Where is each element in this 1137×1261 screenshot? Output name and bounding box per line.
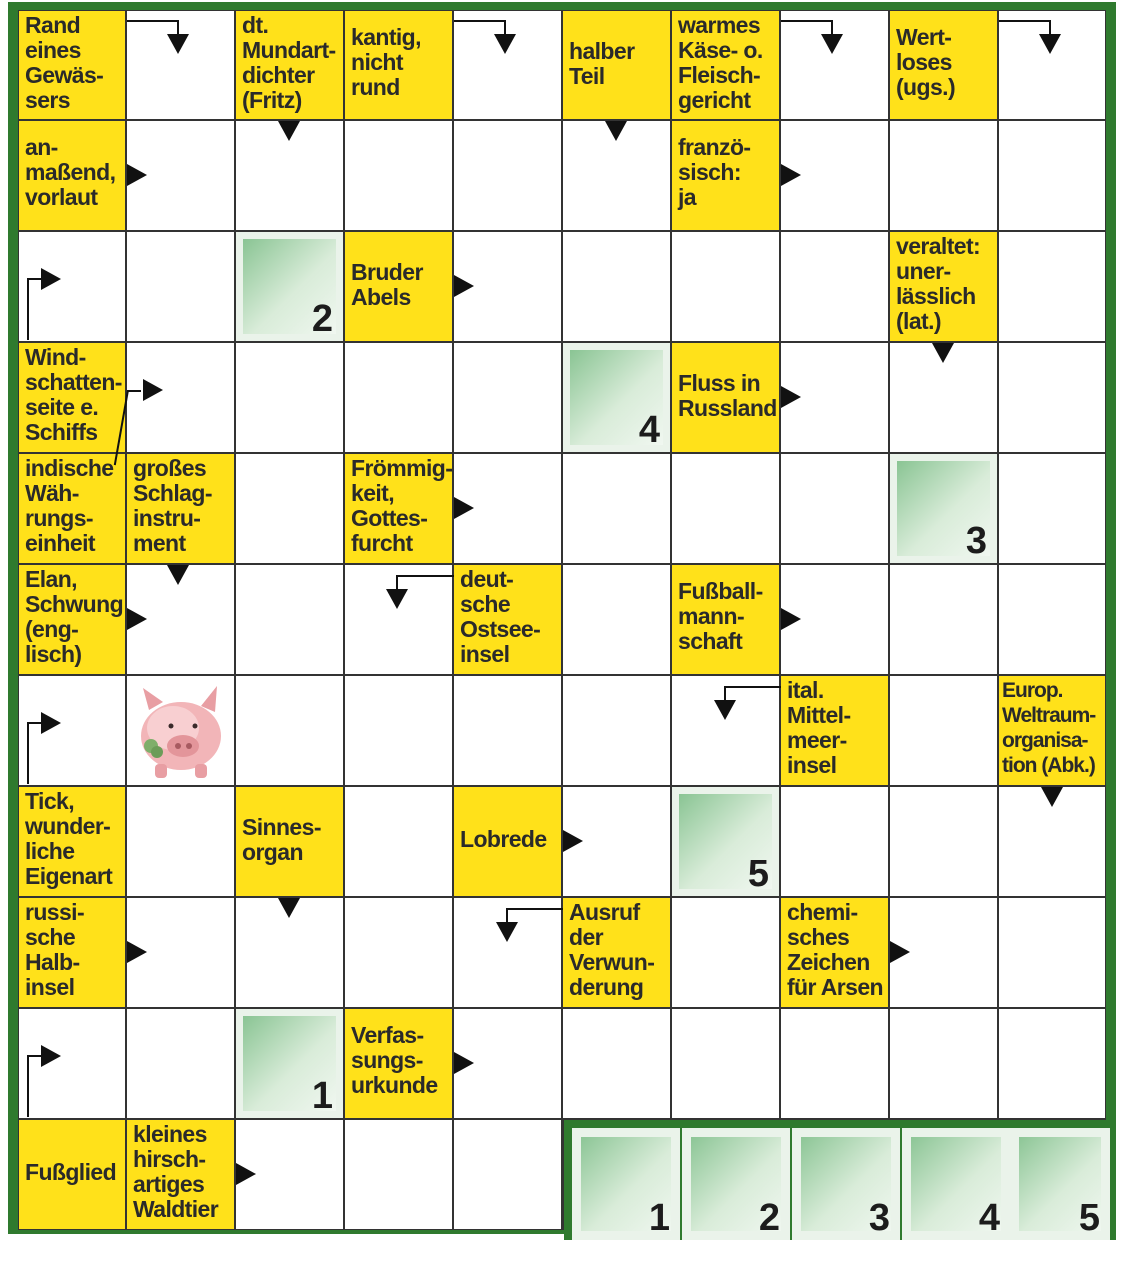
- answer-cell[interactable]: [127, 11, 234, 119]
- answer-cell[interactable]: [454, 343, 561, 452]
- arrow-right-icon: [127, 164, 147, 186]
- clue-text: indische Wäh- rungs- einheit: [25, 455, 114, 556]
- answer-cell[interactable]: [781, 11, 888, 119]
- arrow-down-icon: [714, 700, 736, 720]
- answer-cell[interactable]: [127, 787, 234, 896]
- answer-cell[interactable]: [345, 1120, 452, 1229]
- clue-text: Fußglied: [25, 1159, 117, 1185]
- answer-cell[interactable]: [563, 676, 670, 785]
- solution-box-number: 3: [868, 1197, 890, 1239]
- answer-cell[interactable]: [345, 565, 452, 674]
- arrow-line: [504, 20, 506, 34]
- answer-cell[interactable]: [454, 1120, 561, 1229]
- solution-box-number: 2: [758, 1197, 780, 1239]
- clue-rand-eines-gewaessers: [19, 11, 125, 119]
- answer-cell[interactable]: [999, 232, 1105, 341]
- arrow-line: [127, 390, 141, 392]
- answer-cell[interactable]: [236, 565, 343, 674]
- arrow-line: [27, 278, 29, 340]
- arrow-line: [724, 686, 781, 688]
- answer-cell[interactable]: [236, 343, 343, 452]
- answer-cell[interactable]: [781, 454, 888, 563]
- clue-text: Ausruf der Verwun- derung: [569, 899, 655, 1000]
- arrow-down-icon: [605, 121, 627, 141]
- clue-deutsche-ostseeinsel: [454, 565, 561, 674]
- answer-cell[interactable]: [236, 454, 343, 563]
- clue-windschattenseite: [19, 343, 125, 452]
- answer-cell[interactable]: [999, 121, 1105, 230]
- solution-cell-4[interactable]: [563, 343, 670, 452]
- clue-text: dt. Mundart- dichter (Fritz): [242, 12, 336, 113]
- clue-lobrede: [454, 787, 561, 896]
- answer-cell[interactable]: [345, 121, 452, 230]
- clue-sinnesorgan: [236, 787, 343, 896]
- clue-text: Bruder Abels: [351, 259, 423, 310]
- solution-box-2[interactable]: [682, 1128, 790, 1240]
- answer-cell[interactable]: [19, 1009, 125, 1118]
- clue-text: warmes Käse- o. Fleisch- gericht: [678, 12, 763, 113]
- clue-fluss-russland: [672, 343, 779, 452]
- answer-cell[interactable]: [890, 787, 997, 896]
- answer-cell[interactable]: [563, 232, 670, 341]
- answer-cell[interactable]: [563, 1009, 670, 1118]
- arrow-right-icon: [890, 941, 910, 963]
- arrow-down-icon: [496, 922, 518, 942]
- clue-ital-mittelmeerinsel: [781, 676, 888, 785]
- answer-cell[interactable]: [999, 898, 1105, 1007]
- arrow-line: [724, 686, 726, 700]
- answer-cell[interactable]: [999, 565, 1105, 674]
- clue-chemisches-zeichen: [781, 898, 888, 1007]
- answer-cell[interactable]: [672, 898, 779, 1007]
- clue-text: veraltet: uner- lässlich (lat.): [896, 233, 981, 334]
- arrow-down-icon: [278, 121, 300, 141]
- arrow-line: [396, 575, 398, 589]
- clue-kantig: [345, 11, 452, 119]
- clue-warmes-gericht: [672, 11, 779, 119]
- clue-text: Wind- schatten- seite e. Schiffs: [25, 344, 122, 445]
- clue-fussglied: [19, 1120, 125, 1229]
- solution-cell-5[interactable]: [672, 787, 779, 896]
- answer-cell[interactable]: [890, 565, 997, 674]
- clue-veraltet: [890, 232, 997, 341]
- clue-indische-waehrung: [19, 454, 125, 563]
- clue-text: ital. Mittel- meer- insel: [787, 677, 851, 778]
- arrow-line: [27, 278, 41, 280]
- clue-ausruf: [563, 898, 670, 1007]
- clue-text: Fußball- mann- schaft: [678, 578, 763, 654]
- answer-cell[interactable]: [672, 232, 779, 341]
- arrow-down-icon: [386, 589, 408, 609]
- clue-text: russi- sche Halb- insel: [25, 899, 85, 1000]
- solution-number: 2: [311, 298, 333, 340]
- answer-cell[interactable]: [345, 787, 452, 896]
- arrow-line: [506, 908, 508, 922]
- clue-franzoesisch-ja: [672, 121, 779, 230]
- arrow-line: [396, 575, 454, 577]
- arrow-right-icon: [127, 941, 147, 963]
- arrow-right-icon: [781, 386, 801, 408]
- solution-number: 5: [747, 853, 769, 895]
- clue-text: franzö- sisch: ja: [678, 134, 751, 210]
- arrow-down-icon: [821, 34, 843, 54]
- clue-dt-mundartdichter: [236, 11, 343, 119]
- clue-froemmigkeit: [345, 454, 452, 563]
- clue-text: kleines hirsch- artiges Waldtier: [133, 1121, 219, 1222]
- answer-cell[interactable]: [454, 121, 561, 230]
- arrow-line: [27, 1055, 29, 1117]
- arrow-right-icon: [41, 712, 61, 734]
- clue-tick: [19, 787, 125, 896]
- arrow-right-icon: [41, 268, 61, 290]
- arrow-down-icon: [167, 34, 189, 54]
- arrow-line: [781, 20, 833, 22]
- clue-text: chemi- sches Zeichen für Arsen: [787, 899, 883, 1000]
- arrow-right-icon: [454, 497, 474, 519]
- answer-cell[interactable]: [781, 232, 888, 341]
- solution-box-number: 5: [1078, 1197, 1100, 1239]
- clue-halber-teil: [563, 11, 670, 119]
- arrow-down-icon: [494, 34, 516, 54]
- clue-europ-weltraum: [999, 676, 1105, 785]
- arrow-line: [27, 722, 29, 784]
- answer-cell[interactable]: [999, 11, 1105, 119]
- solution-cell-1[interactable]: [236, 1009, 343, 1118]
- piggy-bank-icon: [133, 680, 229, 780]
- answer-cell[interactable]: [127, 232, 234, 341]
- solution-number: 1: [311, 1075, 333, 1117]
- clue-text: Sinnes- organ: [242, 814, 321, 865]
- solution-cell-3[interactable]: [890, 454, 997, 563]
- clue-text: deut- sche Ostsee- insel: [460, 566, 541, 667]
- clue-text: Wert- loses (ugs.): [896, 24, 955, 100]
- answer-cell[interactable]: [672, 1009, 779, 1118]
- solution-box-3[interactable]: [792, 1128, 900, 1240]
- clue-wertloses: [890, 11, 997, 119]
- clue-fussballmannschaft: [672, 565, 779, 674]
- answer-cell[interactable]: [236, 676, 343, 785]
- arrow-line: [454, 20, 506, 22]
- arrow-right-icon: [41, 1045, 61, 1067]
- clue-verfassungsurkunde: [345, 1009, 452, 1118]
- arrow-right-icon: [781, 164, 801, 186]
- arrow-right-icon: [143, 379, 163, 401]
- arrow-line: [1049, 20, 1051, 34]
- clue-bruder-abels: [345, 232, 452, 341]
- clue-elan-schwung: [19, 565, 125, 674]
- arrow-right-icon: [781, 608, 801, 630]
- arrow-right-icon: [236, 1163, 256, 1185]
- clue-russische-halbinsel: [19, 898, 125, 1007]
- answer-cell[interactable]: [890, 1009, 997, 1118]
- arrow-down-icon: [278, 898, 300, 918]
- answer-cell[interactable]: [345, 676, 452, 785]
- answer-cell[interactable]: [781, 1009, 888, 1118]
- arrow-down-icon: [932, 343, 954, 363]
- answer-cell[interactable]: [563, 454, 670, 563]
- answer-cell[interactable]: [890, 121, 997, 230]
- solution-cell-2[interactable]: [236, 232, 343, 341]
- clue-grosses-schlaginstrument: [127, 454, 234, 563]
- solution-box-1[interactable]: [572, 1128, 680, 1240]
- arrow-right-icon: [454, 1052, 474, 1074]
- crossword-puzzle: [8, 2, 1116, 1240]
- solution-number: 3: [965, 520, 987, 562]
- answer-cell[interactable]: [781, 787, 888, 896]
- answer-cell[interactable]: [345, 898, 452, 1007]
- solution-box-number: 1: [648, 1197, 670, 1239]
- arrow-line: [831, 20, 833, 34]
- answer-cell[interactable]: [127, 1009, 234, 1118]
- solution-box-5[interactable]: [1010, 1128, 1110, 1240]
- solution-box-number: 4: [978, 1197, 1000, 1239]
- solution-number: 4: [638, 409, 660, 451]
- clue-text: kantig, nicht rund: [351, 24, 421, 100]
- arrow-right-icon: [127, 608, 147, 630]
- clue-text: Verfas- sungs- urkunde: [351, 1022, 438, 1098]
- arrow-line: [127, 20, 179, 22]
- arrow-line: [506, 908, 563, 910]
- answer-cell[interactable]: [345, 343, 452, 452]
- clue-text: Lobrede: [460, 826, 547, 852]
- clue-text: Elan, Schwung (eng- lisch): [25, 566, 124, 667]
- clue-text: an- maßend, vorlaut: [25, 134, 116, 210]
- clue-text: Europ. Weltraum- organisa- tion (Abk.): [1002, 679, 1096, 777]
- answer-cell[interactable]: [890, 676, 997, 785]
- arrow-line: [177, 20, 179, 34]
- answer-cell[interactable]: [19, 676, 125, 785]
- answer-cell[interactable]: [999, 343, 1105, 452]
- clue-text: großes Schlag- instru- ment: [133, 455, 212, 556]
- clue-text: Fluss in Russland: [678, 370, 777, 421]
- clue-anmassend: [19, 121, 125, 230]
- answer-cell[interactable]: [19, 232, 125, 341]
- solution-box-4[interactable]: [902, 1128, 1010, 1240]
- arrow-right-icon: [454, 275, 474, 297]
- arrow-down-icon: [1041, 787, 1063, 807]
- arrow-down-icon: [167, 565, 189, 585]
- answer-cell[interactable]: [563, 565, 670, 674]
- arrow-down-icon: [1039, 34, 1061, 54]
- clue-text: Frömmig- keit, Gottes- furcht: [351, 455, 452, 556]
- clue-text: halber Teil: [569, 38, 635, 89]
- answer-cell[interactable]: [999, 454, 1105, 563]
- clue-text: Tick, wunder- liche Eigenart: [25, 788, 113, 889]
- arrow-line: [27, 722, 41, 724]
- arrow-right-icon: [563, 830, 583, 852]
- answer-cell[interactable]: [454, 676, 561, 785]
- answer-cell[interactable]: [672, 454, 779, 563]
- answer-cell[interactable]: [999, 1009, 1105, 1118]
- arrow-line: [27, 1055, 41, 1057]
- clue-text: Rand eines Gewäs- sers: [25, 12, 104, 113]
- answer-cell[interactable]: [454, 11, 561, 119]
- arrow-line: [999, 20, 1051, 22]
- image-cell: [127, 676, 234, 785]
- clue-kleines-waldtier: [127, 1120, 234, 1229]
